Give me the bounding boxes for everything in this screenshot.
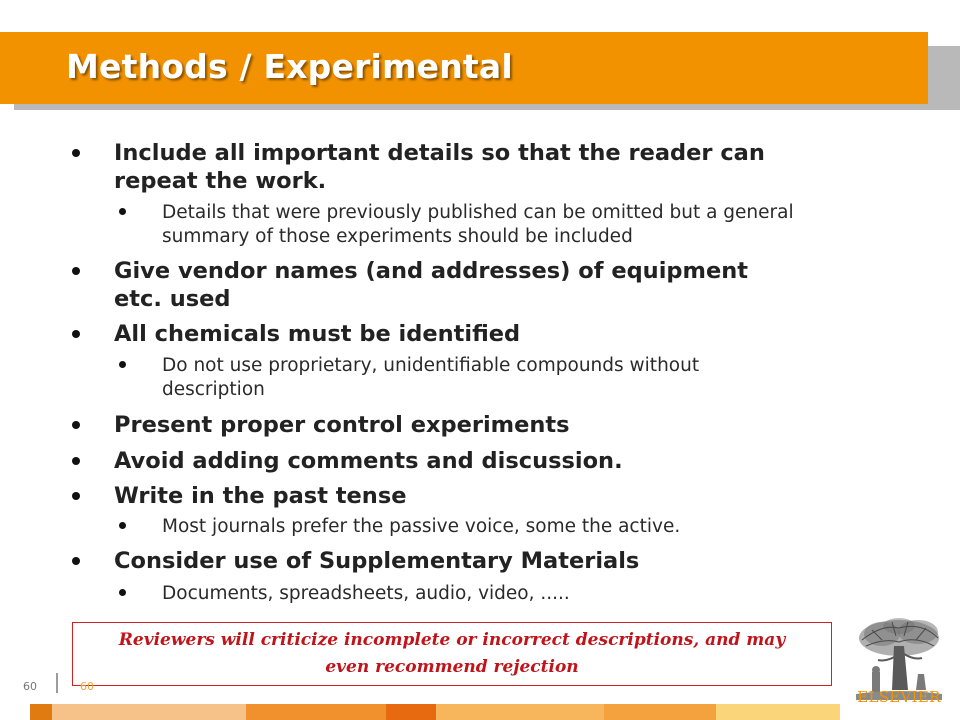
- footer-divider: [56, 673, 58, 693]
- sub-bullet-dot: [119, 522, 126, 529]
- sub-bullet-dot: [119, 589, 126, 596]
- sub-bullet-item: Do not use proprietary, unidentifiable compounds without description: [162, 355, 700, 400]
- elsevier-wordmark: ELSEVIER: [857, 688, 941, 706]
- bullet-item: Consider use of Supplementary Materials: [114, 548, 640, 574]
- bullet-dot: [72, 421, 80, 429]
- bullet-item: Avoid adding comments and discussion.: [114, 448, 623, 474]
- sub-bullet-item: Most journals prefer the passive voice, some the active.: [162, 516, 681, 537]
- sub-bullet-item: Details that were previously published can be omitted but a general summary of those experiments should be included: [162, 202, 794, 247]
- reviewer-warning-box: [72, 622, 832, 686]
- sub-bullet-item: Documents, spreadsheets, audio, video, .....: [162, 583, 570, 604]
- bullet-dot: [72, 149, 80, 157]
- bullet-item: Include all important details so that the reader can repeat the work.: [114, 140, 765, 194]
- bullet-dot: [72, 457, 80, 465]
- sub-bullet-dot: [119, 208, 126, 215]
- bullet-dot: [72, 557, 80, 565]
- bullet-item: Give vendor names (and addresses) of equipment etc. used: [114, 258, 748, 312]
- page-number: 60: [23, 680, 37, 693]
- slide-title: Methods / Experimental: [66, 47, 513, 86]
- bullet-dot: [72, 330, 80, 338]
- bullet-item: Write in the past tense: [114, 483, 407, 509]
- sub-bullet-dot: [119, 361, 126, 368]
- reviewer-warning-text: Reviewers will criticize incomplete or incorrect descriptions, and may even recommend rejection: [118, 630, 786, 677]
- footer-color-strip: [0, 704, 960, 720]
- page-number-ghost: 60: [80, 680, 94, 693]
- bullet-dot: [72, 267, 80, 275]
- bullet-dot: [72, 492, 80, 500]
- bullet-item: All chemicals must be identified: [114, 321, 521, 347]
- bullet-item: Present proper control experiments: [114, 412, 570, 438]
